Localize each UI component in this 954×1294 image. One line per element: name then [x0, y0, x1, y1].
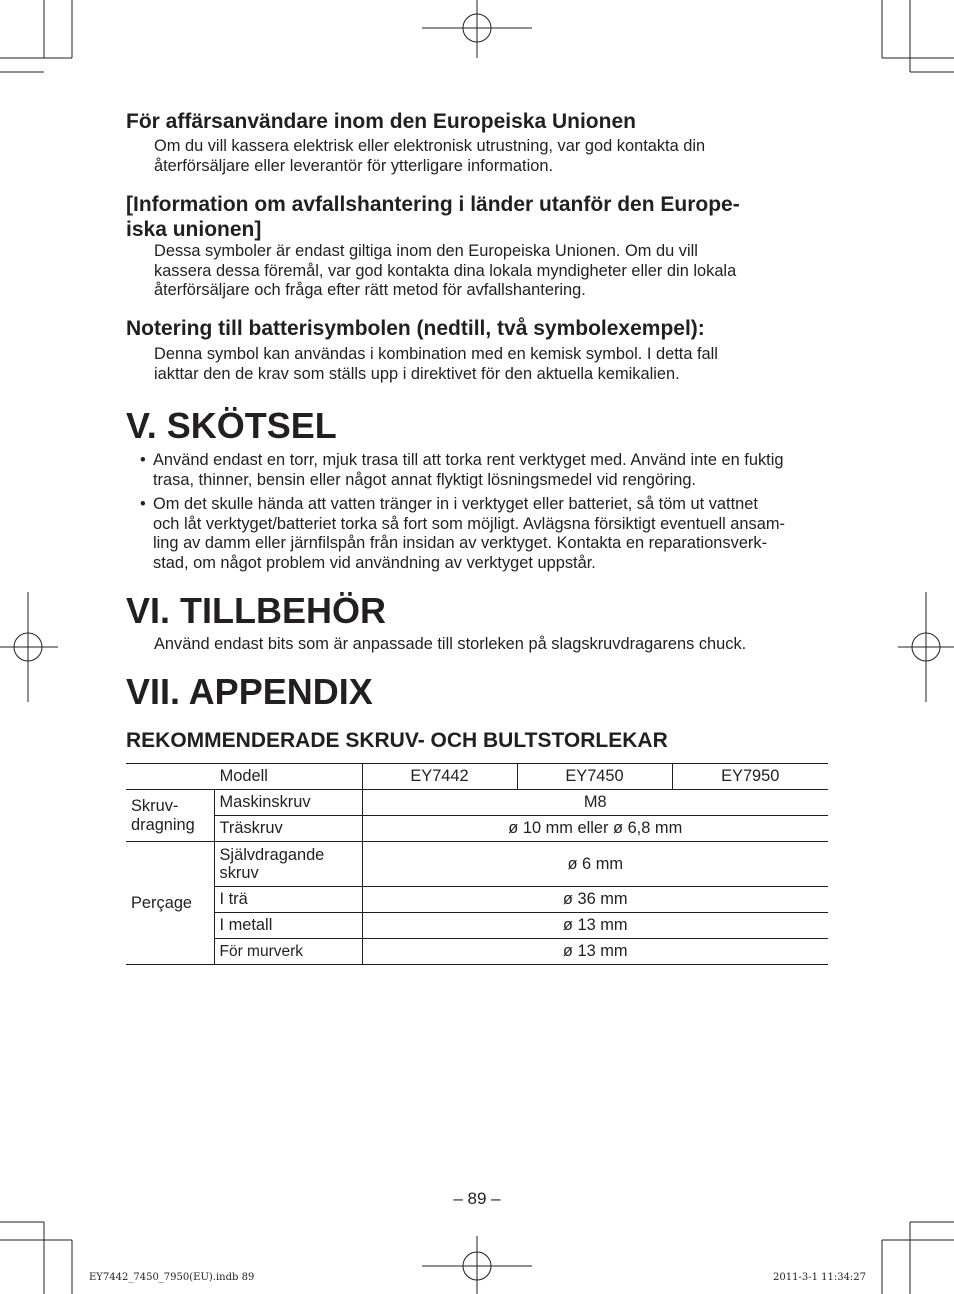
text-line: återförsäljare och fråga efter rätt metod för avfallshantering. — [154, 281, 586, 299]
subtitle-screw-sizes: REKOMMENDERADE SKRUV- OCH BULTSTORLEKAR — [126, 729, 668, 752]
table-row — [126, 816, 828, 842]
row-type: I metall — [214, 913, 362, 939]
paragraph-outside-eu — [154, 242, 844, 301]
row-value: ø 6 mm — [362, 842, 828, 887]
text-line: trasa, thinner, bensin eller något annat flyktigt lösningsmedel vid rengöring. — [153, 470, 697, 489]
heading-line: [Information om avfallshantering i länder utanför den Europe- — [126, 193, 740, 216]
text-line: återförsäljare eller leverantör för ytterligare information. — [154, 156, 554, 175]
title-accessories: VI. TILLBEHÖR — [126, 590, 386, 631]
table-row — [126, 842, 828, 887]
text-line: stad, om något problem vid användning av verktyget uppstår. — [153, 553, 596, 572]
table-row — [126, 913, 828, 939]
label-line: dragning — [131, 815, 195, 834]
table-row — [126, 939, 828, 965]
header-cell-model: Modell — [126, 764, 362, 790]
row-value: ø 10 mm eller ø 6,8 mm — [362, 816, 828, 842]
heading-outside-eu — [126, 192, 846, 242]
table-header-row — [126, 764, 828, 790]
text-line: Om du vill kassera elektrisk eller elektronisk utrustning, var god kontakta din — [154, 137, 706, 155]
bullet-item — [140, 495, 840, 573]
text-line: kassera dessa föremål, var god kontakta dina lokala myndigheter eller din lokala — [154, 261, 737, 280]
row-value: ø 36 mm — [362, 887, 828, 913]
row-type: Träskruv — [214, 816, 362, 842]
row-type: För murverk — [214, 939, 362, 965]
label-line: Skruv- — [131, 796, 179, 815]
text-line: och låt verktyget/batteriet torka så fort som möjligt. Avlägsna försiktigt eventuell ansam- — [153, 514, 785, 533]
title-appendix: VII. APPENDIX — [126, 671, 373, 712]
text-line: ling av damm eller järnfilspån från insidan av verktyget. Kontakta en reparationsverk- — [153, 534, 768, 552]
table-row — [126, 887, 828, 913]
title-care: V. SKÖTSEL — [126, 405, 337, 446]
screw-size-table — [126, 763, 828, 965]
text-line: Om det skulle hända att vatten tränger in i verktyget eller batteriet, så töm ut vattnet — [153, 495, 758, 513]
heading-business-eu: För affärsanvändare inom den Europeiska Unionen — [126, 110, 636, 133]
group-label-drilling: Perçage — [126, 842, 214, 965]
paragraph-battery-note — [154, 345, 844, 384]
type-line: skruv — [219, 864, 259, 882]
row-type: Maskinskruv — [214, 790, 362, 816]
bullet-icon: • — [140, 451, 146, 469]
footer-file-info: EY7442_7450_7950(EU).indb 89 — [89, 1272, 255, 1283]
row-value: ø 13 mm — [362, 939, 828, 965]
heading-line: iska unionen] — [126, 218, 262, 241]
header-cell-model-2: EY7450 — [517, 764, 672, 790]
row-value: ø 13 mm — [362, 913, 828, 939]
footer-timestamp: 2011-3-1 11:34:27 — [773, 1272, 867, 1283]
paragraph-business-eu — [154, 137, 844, 176]
group-label-screwdriving — [126, 790, 214, 842]
heading-battery-note: Notering till batterisymbolen (nedtill, två symbolexempel): — [126, 317, 705, 340]
text-line: Denna symbol kan användas i kombination med en kemisk symbol. I detta fall — [154, 345, 718, 363]
row-type — [214, 842, 362, 887]
header-cell-model-1: EY7442 — [362, 764, 517, 790]
paragraph-accessories: Använd endast bits som är anpassade till storleken på slagskruvdragarens chuck. — [154, 635, 747, 653]
type-line: Självdragande — [219, 846, 325, 864]
row-value: M8 — [362, 790, 828, 816]
text-line: iakttar den de krav som ställs upp i direktivet för den aktuella kemikalien. — [154, 364, 680, 383]
bullet-item — [140, 451, 840, 490]
header-cell-model-3: EY7950 — [672, 764, 828, 790]
text-line: Dessa symboler är endast giltiga inom den Europeiska Unionen. Om du vill — [154, 242, 698, 260]
bullet-icon: • — [140, 495, 146, 513]
row-type: I trä — [214, 887, 362, 913]
text-line: Använd endast en torr, mjuk trasa till att torka rent verktyget med. Använd inte en fuktig — [153, 451, 784, 469]
table-row — [126, 790, 828, 816]
page-number: – 89 – — [453, 1189, 501, 1208]
